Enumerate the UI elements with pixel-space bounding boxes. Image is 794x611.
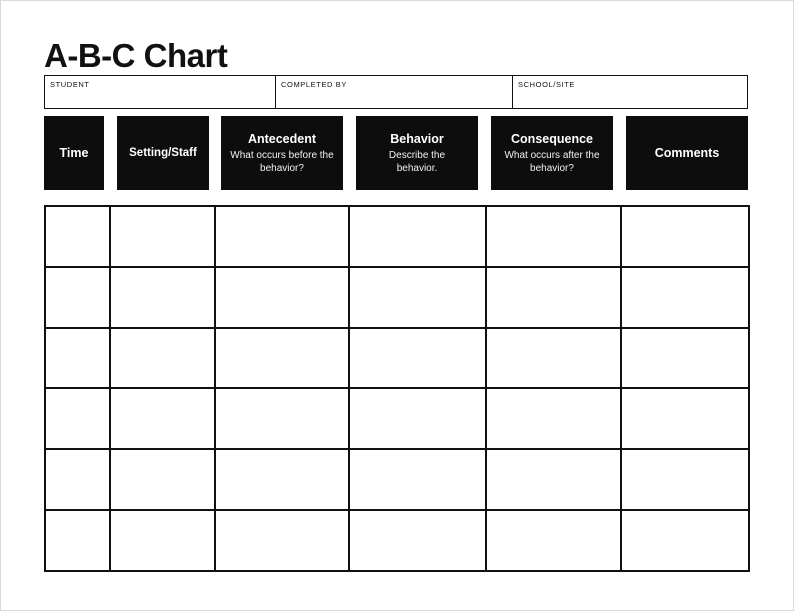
column-header-antecedent bbox=[221, 116, 343, 190]
table-cell[interactable] bbox=[45, 328, 110, 389]
column-description: Describe the behavior. bbox=[388, 149, 446, 174]
table-cell[interactable] bbox=[215, 328, 349, 389]
table-cell[interactable] bbox=[349, 388, 486, 449]
table-cell[interactable] bbox=[45, 510, 110, 571]
table-row bbox=[45, 206, 749, 267]
table-cell[interactable] bbox=[349, 328, 486, 389]
column-title: Consequence bbox=[511, 131, 593, 146]
column-title: Setting/Staff bbox=[129, 146, 197, 159]
table-cell[interactable] bbox=[621, 206, 749, 267]
page-title: A-B-C Chart bbox=[44, 37, 228, 74]
table-cell[interactable] bbox=[45, 267, 110, 328]
table-cell[interactable] bbox=[45, 449, 110, 510]
table-cell[interactable] bbox=[486, 328, 621, 389]
table-cell[interactable] bbox=[215, 510, 349, 571]
table-row bbox=[45, 388, 749, 449]
table-row bbox=[45, 510, 749, 571]
column-title: Comments bbox=[654, 145, 720, 160]
column-description: What occurs after the behavior? bbox=[504, 149, 600, 174]
table-cell[interactable] bbox=[621, 328, 749, 389]
table-cell[interactable] bbox=[621, 510, 749, 571]
column-header-behavior bbox=[356, 116, 478, 190]
table-cell[interactable] bbox=[110, 328, 215, 389]
table-row bbox=[45, 449, 749, 510]
column-title: Behavior bbox=[390, 131, 444, 146]
table-cell[interactable] bbox=[621, 388, 749, 449]
table-cell[interactable] bbox=[621, 449, 749, 510]
abc-data-grid bbox=[44, 205, 750, 572]
table-cell[interactable] bbox=[45, 388, 110, 449]
student-label: STUDENT bbox=[50, 80, 90, 89]
column-header-comments bbox=[626, 116, 748, 190]
table-cell[interactable] bbox=[349, 510, 486, 571]
table-cell[interactable] bbox=[621, 267, 749, 328]
info-fields-row bbox=[44, 75, 748, 109]
table-cell[interactable] bbox=[110, 206, 215, 267]
completed-by-label: COMPLETED BY bbox=[281, 80, 347, 89]
table-cell[interactable] bbox=[486, 388, 621, 449]
column-title: Antecedent bbox=[247, 131, 317, 146]
table-row bbox=[45, 328, 749, 389]
table-cell[interactable] bbox=[349, 206, 486, 267]
column-header-setting-staff bbox=[117, 116, 209, 190]
table-cell[interactable] bbox=[486, 510, 621, 571]
school-site-label: SCHOOL/SITE bbox=[518, 80, 576, 89]
column-title: Time bbox=[59, 145, 89, 160]
table-cell[interactable] bbox=[349, 267, 486, 328]
table-cell[interactable] bbox=[215, 449, 349, 510]
column-header-consequence bbox=[491, 116, 613, 190]
table-cell[interactable] bbox=[486, 449, 621, 510]
table-cell[interactable] bbox=[110, 449, 215, 510]
table-cell[interactable] bbox=[110, 388, 215, 449]
table-cell[interactable] bbox=[486, 206, 621, 267]
column-description: What occurs before the behavior? bbox=[230, 149, 334, 174]
school-site-field[interactable] bbox=[513, 76, 747, 108]
table-cell[interactable] bbox=[215, 388, 349, 449]
table-cell[interactable] bbox=[215, 267, 349, 328]
table-cell[interactable] bbox=[349, 449, 486, 510]
table-cell[interactable] bbox=[215, 206, 349, 267]
completed-by-field[interactable] bbox=[276, 76, 513, 108]
table-cell[interactable] bbox=[110, 510, 215, 571]
table-row bbox=[45, 267, 749, 328]
table-cell[interactable] bbox=[486, 267, 621, 328]
table-cell[interactable] bbox=[110, 267, 215, 328]
column-header-time bbox=[44, 116, 104, 190]
table-cell[interactable] bbox=[45, 206, 110, 267]
student-field[interactable] bbox=[45, 76, 276, 108]
